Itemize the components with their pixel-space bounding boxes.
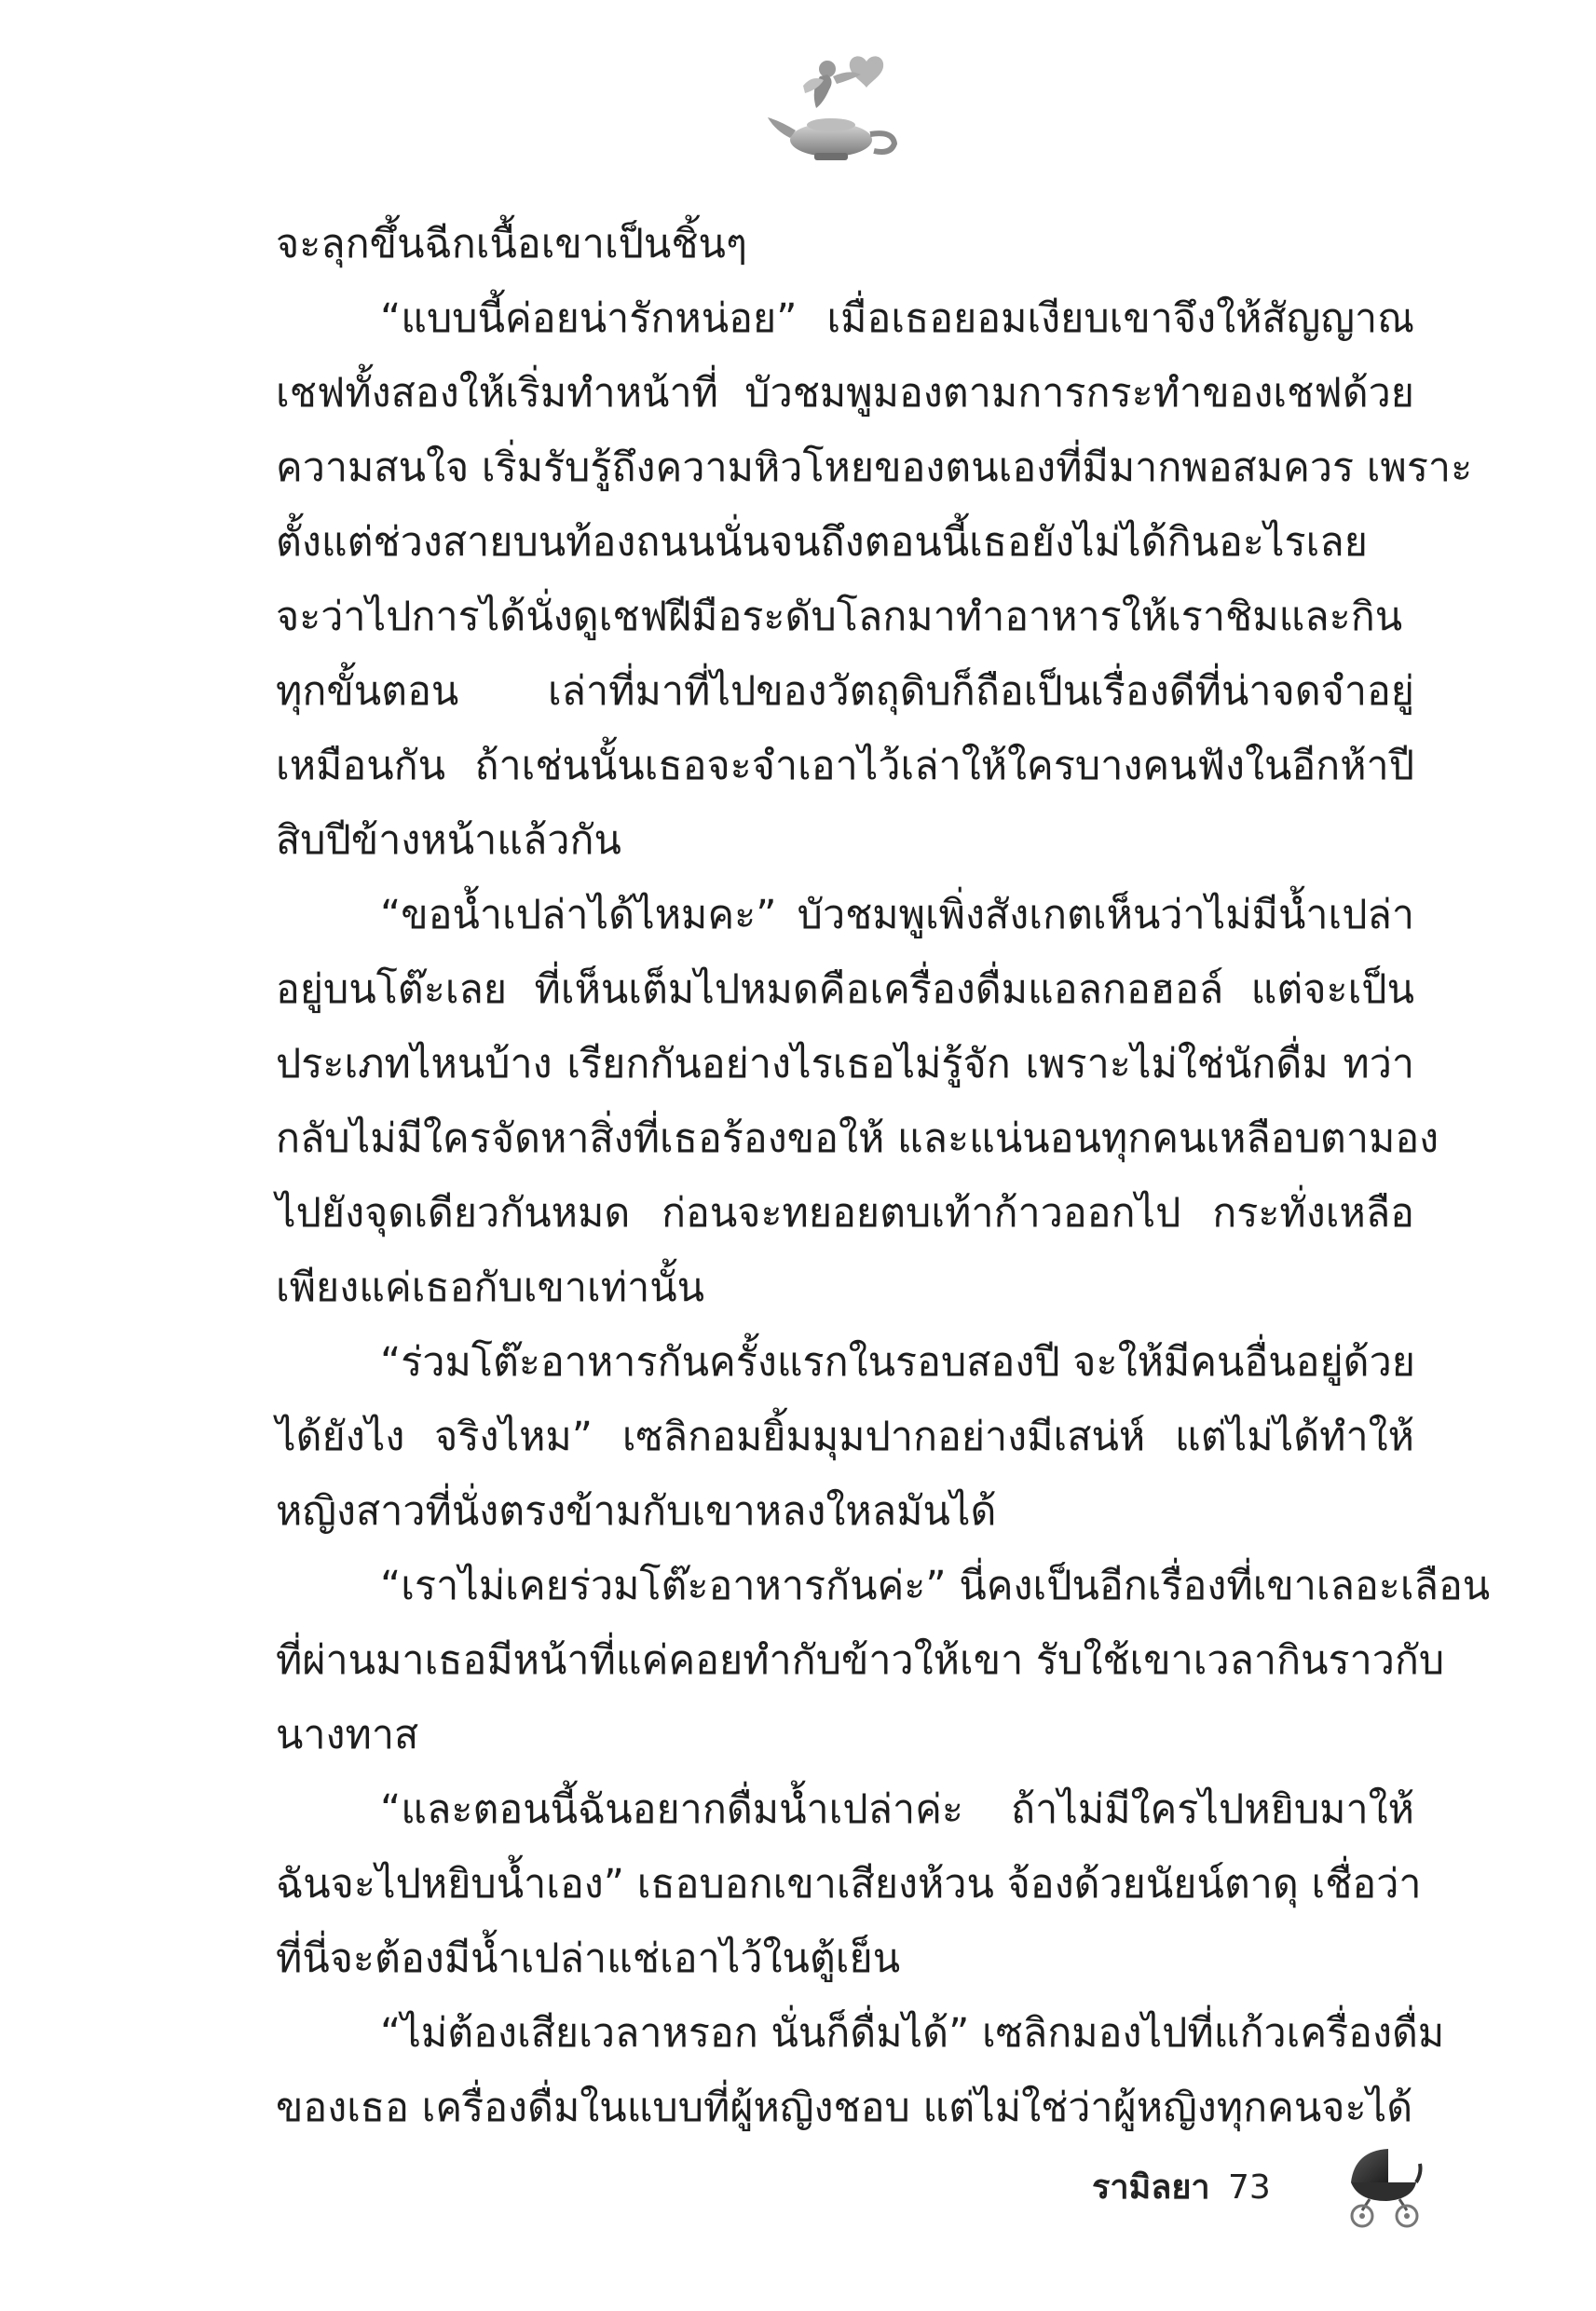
text-line: “เราไม่เคยร่วมโต๊ะอาหารกันค่ะ” นี่คงเป็นอีกเรื่องที่เขาเลอะเลือน bbox=[380, 1563, 1491, 1609]
text-line: สิบปีข้างหน้าแล้วกัน bbox=[276, 817, 621, 864]
text-line: “ร่วมโต๊ะอาหารกันครั้งแรกในรอบสองปี จะให้มีคนอื่นอยู่ด้วย bbox=[380, 1339, 1415, 1386]
text-line: นางทาส bbox=[276, 1712, 419, 1758]
text-line: “แบบนี้ค่อยน่ารักหน่อย” เมื่อเธอยอมเงียบเขาจึงให้สัญญาณ bbox=[380, 295, 1414, 342]
page-number: 73 bbox=[1228, 2168, 1271, 2207]
text-line: ไปยังจุดเดียวกันหมด ก่อนจะทยอยตบเท้าก้าวออกไป กระทั่งเหลือ bbox=[276, 1190, 1414, 1237]
stroller-icon bbox=[1342, 2143, 1425, 2229]
text-line: ฉันจะไปหยิบน้ำเอง” เธอบอกเขาเสียงห้วน จ้องด้วยนัยน์ตาดุ เชื่อว่า bbox=[276, 1861, 1422, 1908]
text-line: เพียงแค่เธอกับเขาเท่านั้น bbox=[276, 1265, 705, 1311]
text-line: “ขอน้ำเปล่าได้ไหมคะ” บัวชมพูเพิ่งสังเกตเห็นว่าไม่มีน้ำเปล่า bbox=[380, 892, 1414, 938]
text-line: ประเภทไหนบ้าง เรียกกันอย่างไรเธอไม่รู้จัก เพราะไม่ใช่นักดื่ม ทว่า bbox=[276, 1041, 1414, 1087]
teapot-ornament-icon bbox=[766, 48, 906, 168]
text-line: กลับไม่มีใครจัดหาสิ่งที่เธอร้องขอให้ และแน่นอนทุกคนเหลือบตามอง bbox=[276, 1115, 1439, 1162]
footer-book-title: รามิลยา bbox=[1092, 2168, 1210, 2207]
text-line: เชฟทั้งสองให้เริ่มทำหน้าที่ บัวชมพูมองตามการกระทำของเชฟด้วย bbox=[276, 370, 1414, 417]
text-line: “ไม่ต้องเสียเวลาหรอก นั่นก็ดื่มได้” เซลิกมองไปที่แก้วเครื่องดื่ม bbox=[380, 2010, 1445, 2057]
text-line: ของเธอ เครื่องดื่มในแบบที่ผู้หญิงชอบ แต่ไม่ใช่ว่าผู้หญิงทุกคนจะได้ bbox=[276, 2085, 1413, 2131]
text-line: จะว่าไปการได้นั่งดูเชฟฝีมือระดับโลกมาทำอาหารให้เราชิมและกิน bbox=[276, 594, 1403, 640]
text-line: ทุกขั้นตอน เล่าที่มาที่ไปของวัตถุดิบก็ถือเป็นเรื่องดีที่น่าจดจำอยู่ bbox=[276, 668, 1414, 715]
text-line: ความสนใจ เริ่มรับรู้ถึงความหิวโหยของตนเองที่มีมากพอสมควร เพราะ bbox=[276, 444, 1473, 491]
text-line: อยู่บนโต๊ะเลย ที่เห็นเต็มไปหมดคือเครื่องดื่มแอลกอฮอล์ แต่จะเป็น bbox=[276, 966, 1414, 1013]
text-line: จะลุกขึ้นฉีกเนื้อเขาเป็นชิ้นๆ bbox=[276, 221, 748, 267]
text-line: เหมือนกัน ถ้าเช่นนั้นเธอจะจำเอาไว้เล่าให้ใครบางคนฟังในอีกห้าปี bbox=[276, 743, 1414, 789]
text-line: ที่ผ่านมาเธอมีหน้าที่แค่คอยทำกับข้าวให้เขา รับใช้เขาเวลากินราวกับ bbox=[276, 1637, 1445, 1684]
text-line: หญิงสาวที่นั่งตรงข้ามกับเขาหลงใหลมันได้ bbox=[276, 1488, 997, 1535]
text-line: “และตอนนี้ฉันอยากดื่มน้ำเปล่าค่ะ ถ้าไม่มีใครไปหยิบมาให้ bbox=[380, 1786, 1414, 1833]
text-line: ตั้งแต่ช่วงสายบนท้องถนนนั่นจนถึงตอนนี้เธอยังไม่ได้กินอะไรเลย bbox=[276, 519, 1368, 566]
text-line: ที่นี่จะต้องมีน้ำเปล่าแช่เอาไว้ในตู้เย็น bbox=[276, 1935, 901, 1982]
text-line: ได้ยังไง จริงไหม” เซลิกอมยิ้มมุมปากอย่างมีเสน่ห์ แต่ไม่ได้ทำให้ bbox=[276, 1414, 1414, 1460]
body-text bbox=[276, 207, 1491, 2145]
